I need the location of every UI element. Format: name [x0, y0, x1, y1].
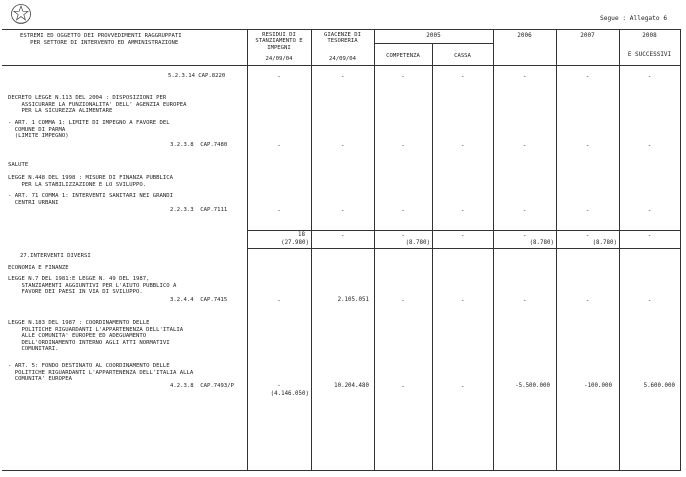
row4-dash: - — [522, 297, 527, 304]
row3-article: - ART. 71 COMMA 1: INTERVENTI SANITARI NEI GRANDI CENTRI URBANI — [8, 193, 174, 206]
subtotal-residui-negative: (27.980) — [281, 240, 309, 246]
row3-dash: - — [585, 207, 590, 214]
subtotal-dash: - — [585, 232, 590, 239]
row2-dash: - — [585, 142, 590, 149]
subtotal-dash: - — [340, 232, 345, 239]
row5-dash: - — [277, 382, 281, 389]
row2-dash: - — [647, 142, 652, 149]
subtotal-bottom-line — [247, 248, 681, 249]
row5-2006: -5.500.000 — [515, 383, 550, 389]
row4-description: LEGGE N.7 DEL 1981:E LEGGE N. 49 DEL 1987, STANZIAMENTI AGGIUNTIVI PER L'AIUTO PUBBLICO A FAVORE DEI PAESI IN VIA DI SVILUPPO. — [8, 276, 177, 296]
row2-dash: - — [277, 142, 281, 149]
row4-dash: - — [401, 297, 405, 304]
row5-article: - ART. 5: FONDO DESTINATO AL COORDINAMENTO DELLE POLITICHE RIGUARDANTI L'APPARTENENZA DELL'ITALIA ALLA COMUNITA' EUROPEA — [8, 363, 194, 383]
row3-code: 2.2.3.3 CAP.7111 — [170, 207, 228, 213]
subtotal-top-line — [247, 230, 681, 231]
header-residui: RESIDUI DI STANZIAMENTO E IMPEGNI — [255, 32, 303, 51]
section-salute: SALUTE — [8, 162, 29, 168]
subtotal-competenza-negative: (8.780) — [405, 240, 430, 246]
subtotal-2006-negative: (8.780) — [529, 240, 554, 246]
subtotal-dash: - — [647, 232, 652, 239]
row5-dash: - — [460, 383, 465, 390]
row2-dash: - — [401, 142, 405, 149]
subtotal-dash: - — [460, 232, 465, 239]
col-divider-1 — [247, 29, 248, 471]
row4-giacenze: 2.105.051 — [337, 297, 369, 303]
row1-dash: - — [401, 73, 405, 80]
year2005-underline — [374, 43, 493, 44]
col-divider-3 — [374, 29, 375, 471]
header-residui-date: 24/09/04 — [265, 56, 293, 62]
row1-dash: - — [585, 73, 590, 80]
row3-dash: - — [647, 207, 652, 214]
table-top-border — [2, 29, 681, 30]
subtotal-residui: 18 — [298, 232, 305, 238]
republic-emblem — [7, 3, 35, 25]
table-bottom-border — [2, 470, 681, 471]
row3-dash: - — [401, 207, 405, 214]
page-continuation-label: Segue : Allegato 6 — [600, 15, 668, 22]
row2-article: - ART. 1 COMMA 1: LIMITE DI IMPEGNO A FAVORE DEL COMUNE DI PARMA (LIMITE IMPEGNO) — [8, 120, 170, 140]
header-giacenze-date: 24/09/04 — [329, 56, 356, 62]
row5-giacenze: 10.204.480 — [334, 383, 369, 389]
section-27-title: 27.INTERVENTI DIVERSI — [20, 253, 91, 259]
header-giacenze: GIACENZE DI TESORERIA — [323, 32, 362, 45]
col-divider-2 — [311, 29, 312, 471]
row4-dash: - — [585, 297, 590, 304]
row3-dash: - — [460, 207, 465, 214]
header-year-2007: 2007 — [580, 32, 595, 39]
row1-dash: - — [277, 73, 281, 80]
table-right-border — [680, 29, 681, 471]
subtotal-dash: - — [522, 232, 527, 239]
row5-description: LEGGE N.183 DEL 1987 : COORDINAMENTO DELLE POLITICHE RIGUARDANTI L'APPARTENENZA DELL'ITALIA ALLE COMUNITA' EUROPEE ED ADEGUAMENTO DELL'ORDINAMENTO INTERNO AGLI ATTI NORMATIVI COMUNITARI. — [8, 320, 184, 353]
row1-dash: - — [522, 73, 527, 80]
row5-dash: - — [401, 383, 405, 390]
row3-dash: - — [340, 207, 345, 214]
section-economia: ECONOMIA E FINANZE — [8, 265, 69, 271]
row1-dash: - — [647, 73, 652, 80]
header-description: ESTREMI ED OGGETTO DEI PROVVEDIMENTI RAGGRUPPATI PER SETTORE DI INTERVENTO ED AMMINISTRAZIONE — [20, 33, 182, 46]
row3-description: LEGGE N.448 DEL 1998 : MISURE DI FINANZA PUBBLICA PER LA STABILIZZAZIONE E LO SVILUPPO. — [8, 175, 174, 188]
row2-description: DECRETO LEGGE N.113 DEL 2004 : DISPOSIZIONI PER ASSICURARE LA FUNZIONALITA' DELL' AGENZIA EUROPEA PER LA SICUREZZA ALIMENTARE — [8, 95, 187, 115]
row5-2007: -100.000 — [584, 383, 612, 389]
header-successivi: E SUCCESSIVI — [627, 51, 672, 58]
row1-dash: - — [340, 73, 345, 80]
row1-dash: - — [460, 73, 465, 80]
row4-dash: - — [277, 297, 281, 304]
row1-code: 5.2.3.14 CAP.8220 — [168, 73, 226, 79]
col-divider-4 — [432, 43, 433, 471]
header-competenza: COMPETENZA — [386, 53, 420, 59]
col-divider-7 — [619, 29, 620, 471]
row2-dash: - — [460, 142, 465, 149]
row2-code: 3.2.3.8 CAP.7480 — [170, 142, 228, 148]
header-cassa: CASSA — [454, 53, 471, 59]
row3-dash: - — [522, 207, 527, 214]
col-divider-6 — [556, 29, 557, 471]
row2-dash: - — [340, 142, 345, 149]
row5-residui-negative: (4.146.050) — [270, 391, 309, 397]
row4-dash: - — [460, 297, 465, 304]
row5-2008: 5.600.000 — [643, 383, 675, 389]
subtotal-2007-negative: (8.780) — [592, 240, 617, 246]
col-divider-5 — [493, 29, 494, 471]
header-year-2005: 2005 — [426, 32, 441, 39]
subtotal-dash: - — [401, 232, 405, 239]
row4-code: 3.2.4.4 CAP.7415 — [170, 297, 228, 303]
header-year-2008: 2008 — [642, 32, 657, 39]
row4-dash: - — [647, 297, 652, 304]
header-bottom-border — [2, 65, 681, 66]
row3-dash: - — [277, 207, 281, 214]
header-year-2006: 2006 — [517, 32, 532, 39]
row5-code: 4.2.3.8 CAP.7493/P — [170, 383, 234, 389]
row2-dash: - — [522, 142, 527, 149]
